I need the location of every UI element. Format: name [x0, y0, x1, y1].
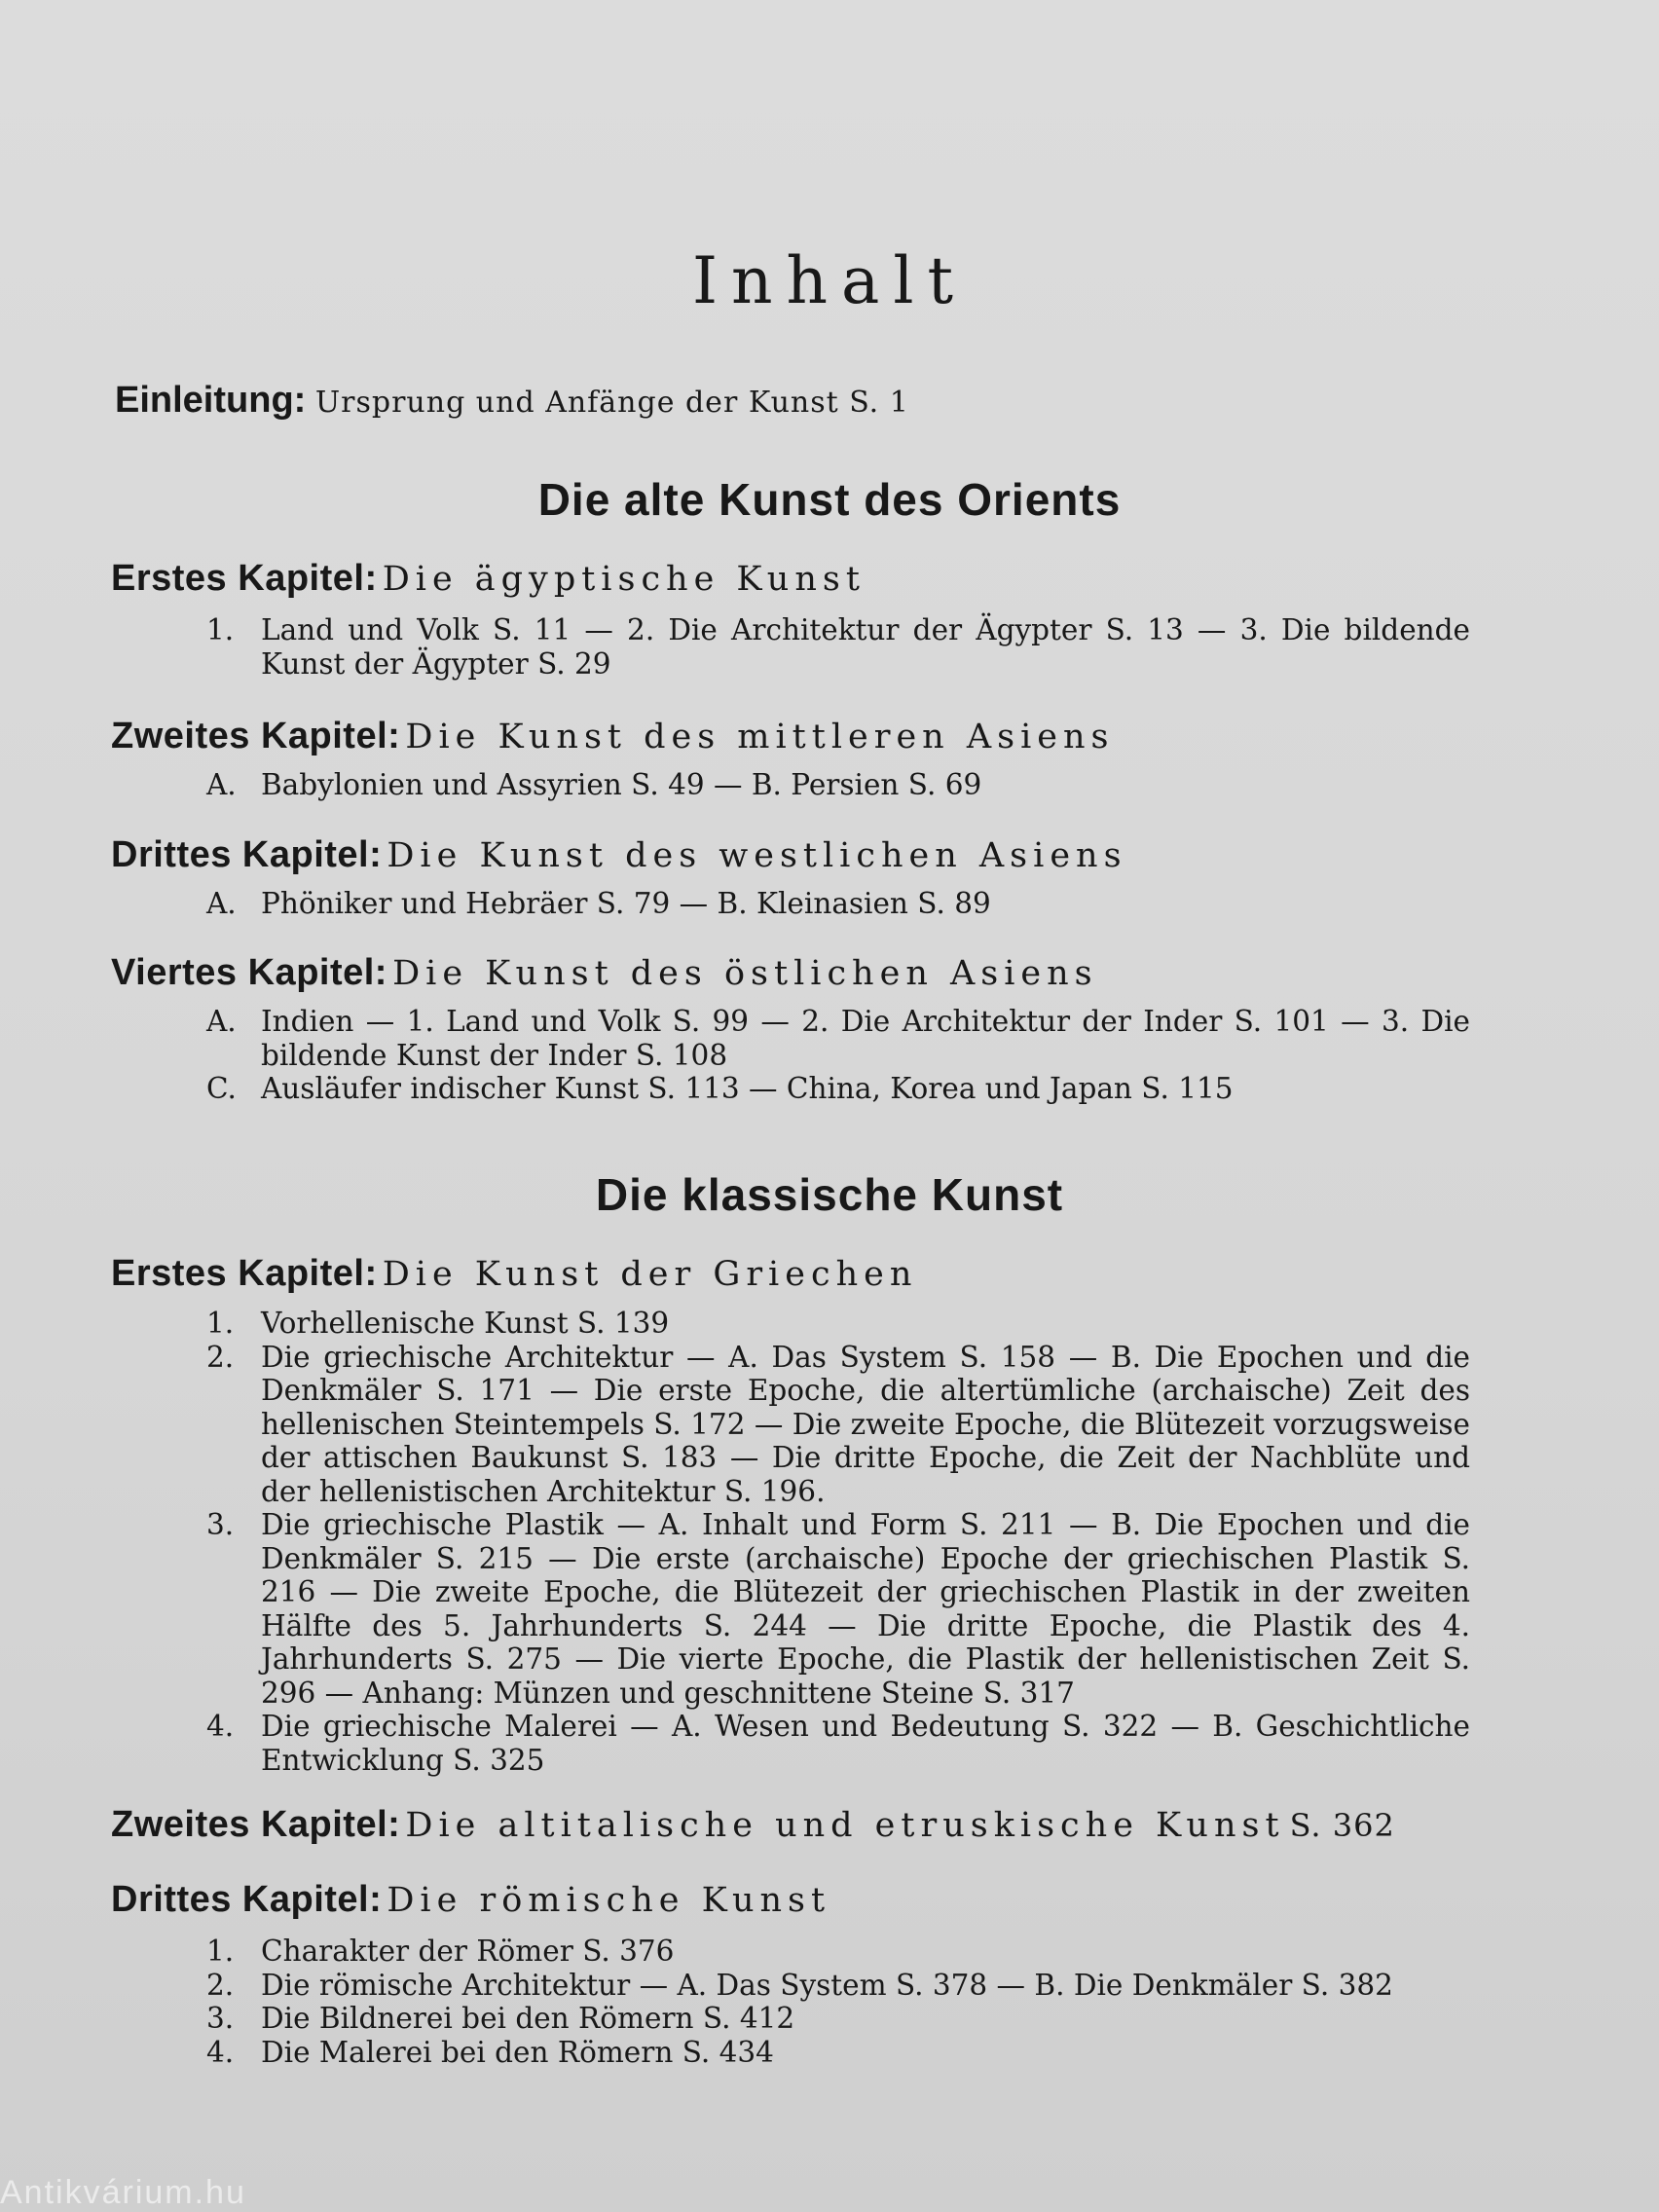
chapter-label: Erstes Kapitel:: [111, 558, 378, 599]
entry-number: A.: [206, 887, 237, 920]
entry-text: Babylonien und Assyrien S. 49 — B. Persien S. 69: [261, 768, 982, 801]
page-title: Inhalt: [691, 243, 968, 318]
chapter-heading: [111, 558, 866, 600]
einleitung-text: Ursprung und Anfänge der Kunst S. 1: [314, 386, 909, 420]
entry-text: Phöniker und Hebräer S. 79 — B. Kleinasien S. 89: [261, 887, 991, 920]
entry-text: Die griechische Plastik — A. Inhalt und Form S. 211 — B. Die Epochen und die Denkmäler S. 215 — Die erste (archaische) Epoche der griechischen Plastik S. 216 — Die zweite Epoche, die Blütezeit der griechischen Plastik in der zweiten Hälfte des 5. Jahrhunderts S. 244 — Die dritte Epoche, die Plastik des 4. Jahrhunderts S. 275 — Die vierte Epoche, die Plastik der hellenistischen Zeit S. 296 — Anhang: Münzen und geschnittene Steine S. 317: [261, 1508, 1470, 1710]
entry-number: A.: [206, 768, 237, 801]
entry-number: C.: [206, 1072, 237, 1105]
chapter-entries: [208, 1935, 1470, 2069]
list-item: [208, 1072, 1470, 1106]
list-item: [208, 768, 1470, 802]
chapter-label: Zweites Kapitel:: [111, 716, 401, 756]
list-item: [208, 1969, 1470, 2003]
entry-number: 4.: [206, 1710, 235, 1743]
section-title-klassisch: Die klassische Kunst: [595, 1169, 1064, 1220]
entry-number: 1.: [206, 1935, 235, 1968]
entry-text: Die Bildnerei bei den Römern S. 412: [261, 2002, 795, 2035]
chapter-heading: [111, 952, 1098, 994]
entry-text: Die Malerei bei den Römern S. 434: [261, 2035, 774, 2069]
list-item: [208, 2002, 1470, 2036]
entry-number: A.: [206, 1005, 237, 1038]
chapter-title: Die altitalische und etruskische Kunst: [405, 1806, 1285, 1845]
chapter-entries: [208, 1005, 1470, 1106]
chapter-title: Die ägyptische Kunst: [382, 560, 866, 599]
chapter-heading: [111, 834, 1127, 876]
chapter-label: Zweites Kapitel:: [111, 1804, 401, 1845]
chapter-title: Die Kunst des westlichen Asiens: [387, 836, 1127, 875]
chapter-entries: [208, 768, 1470, 802]
einleitung-label: Einleitung:: [115, 380, 307, 421]
chapter-title: Die Kunst des mittleren Asiens: [405, 718, 1115, 756]
entry-number: 3.: [206, 1508, 235, 1541]
einleitung-line: [115, 380, 909, 422]
entry-text: Indien — 1. Land und Volk S. 99 — 2. Die Architektur der Inder S. 101 — 3. Die bildende Kunst der Inder S. 108: [261, 1005, 1470, 1072]
entry-text: Die griechische Architektur — A. Das System S. 158 — B. Die Epochen und die Denkmäler S. 171 — Die erste Epoche, die altertümliche (archaische) Zeit des hellenischen Steintempels S. 172 — Die zweite Epoche, die Blütezeit vorzugsweise der attischen Baukunst S. 183 — Die dritte Epoche, die Zeit der Nachblüte und der hellenistischen Architektur S. 196.: [261, 1340, 1471, 1508]
list-item: [208, 1307, 1470, 1341]
entry-text: Land und Volk S. 11 — 2. Die Architektur der Ägypter S. 13 — 3. Die bildende Kunst der Ägypter S. 29: [261, 613, 1470, 681]
list-item: [208, 613, 1470, 681]
chapter-label: Viertes Kapitel:: [111, 952, 387, 993]
entry-number: 2.: [206, 1340, 235, 1374]
list-item: [208, 1710, 1470, 1777]
chapter-entries: [208, 1307, 1470, 1777]
chapter-heading: [111, 1804, 1395, 1846]
entry-text: Die römische Architektur — A. Das System S. 378 — B. Die Denkmäler S. 382: [261, 1968, 1393, 2002]
entry-text: Charakter der Römer S. 376: [261, 1935, 675, 1968]
list-item: [208, 1341, 1470, 1509]
entry-number: 1.: [206, 613, 235, 646]
entry-text: Vorhellenische Kunst S. 139: [261, 1307, 670, 1340]
chapter-heading: [111, 1253, 917, 1295]
chapter-label: Erstes Kapitel:: [111, 1253, 378, 1294]
entry-text: Die griechische Malerei — A. Wesen und Bedeutung S. 322 — B. Geschichtliche Entwicklung S. 325: [261, 1710, 1470, 1777]
watermark: Antikvárium.hu: [0, 2174, 246, 2211]
chapter-title: Die Kunst des östlichen Asiens: [392, 954, 1098, 993]
chapter-label: Drittes Kapitel:: [111, 834, 383, 875]
chapter-entries: [208, 887, 1470, 921]
chapter-title: Die römische Kunst: [387, 1881, 831, 1920]
chapter-page: S. 362: [1289, 1807, 1395, 1844]
entry-number: 4.: [206, 2035, 235, 2069]
chapter-heading: [111, 1879, 830, 1921]
chapter-title: Die Kunst der Griechen: [382, 1255, 918, 1294]
chapter-heading: [111, 716, 1114, 757]
entry-text: Ausläufer indischer Kunst S. 113 — China, Korea und Japan S. 115: [261, 1072, 1234, 1105]
section-title-orient: Die alte Kunst des Orients: [537, 474, 1122, 525]
list-item: [208, 887, 1470, 921]
list-item: [208, 2036, 1470, 2070]
entry-number: 3.: [206, 2002, 235, 2035]
entry-number: 2.: [206, 1968, 235, 2002]
chapter-label: Drittes Kapitel:: [111, 1879, 383, 1920]
list-item: [208, 1508, 1470, 1710]
entry-number: 1.: [206, 1307, 235, 1340]
list-item: [208, 1005, 1470, 1072]
list-item: [208, 1935, 1470, 1969]
chapter-entries: [208, 613, 1470, 681]
